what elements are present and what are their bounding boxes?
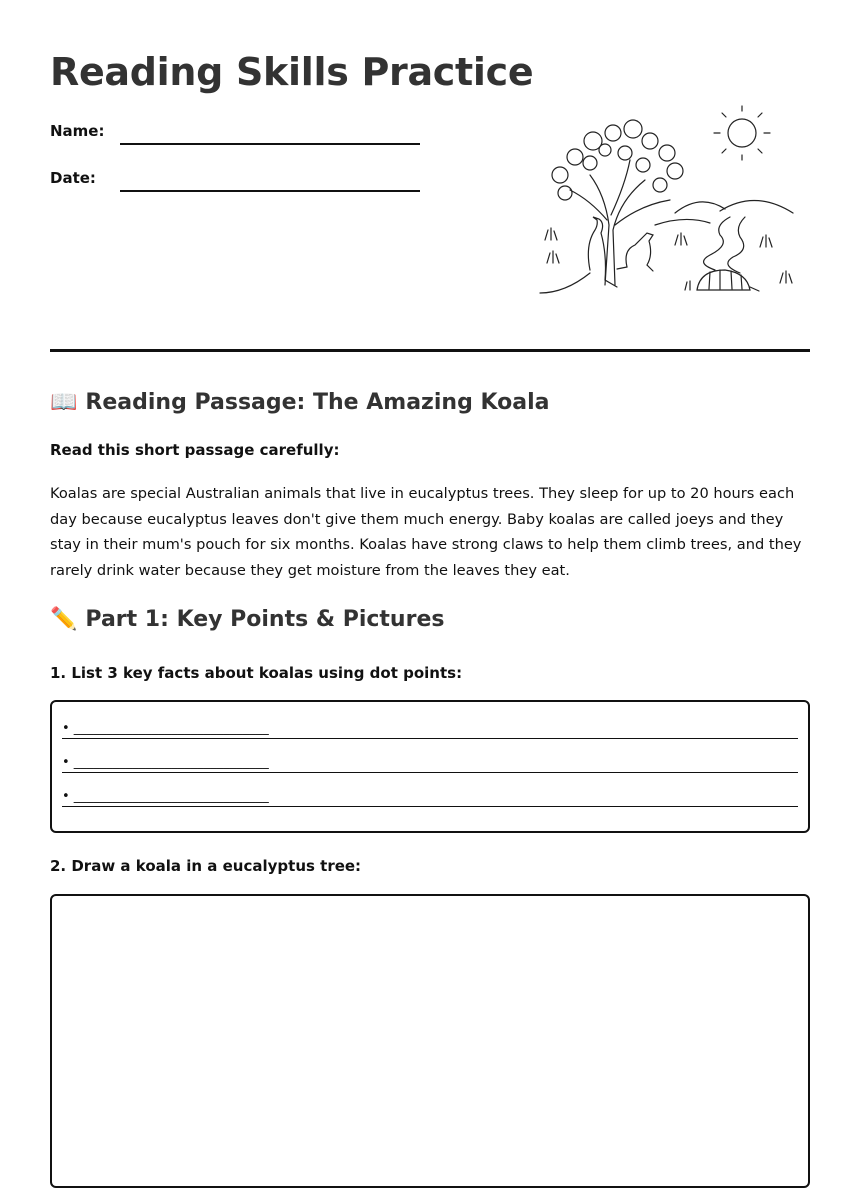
pencil-icon: ✏️ (50, 607, 78, 632)
australian-landscape-illustration (535, 105, 800, 300)
fact-line-1[interactable]: • ______________________________ (62, 716, 798, 739)
fact-line-3[interactable]: • ______________________________ (62, 784, 798, 807)
fact-line-2[interactable]: • ______________________________ (62, 750, 798, 773)
passage-text: Koalas are special Australian animals that live in eucalyptus trees. They sleep for up to 20 hours each day because eucalyptus leaves don't give them much energy. Baby koalas are called joeys and they stay in their mum's pouch for six months. Koalas have strong claws to help them climb trees, and they rarely drink water because they get moisture from the leaves they eat. (50, 485, 802, 579)
key-facts-answer-box[interactable] (50, 700, 810, 833)
page-title: Reading Skills Practice (50, 50, 534, 94)
question-1: 1. List 3 key facts about koalas using dot points: (50, 664, 463, 682)
river-icon (704, 217, 745, 273)
name-label: Name: (50, 122, 105, 140)
armadillo-icon (697, 270, 759, 291)
passage-heading (50, 390, 549, 415)
part1-heading (50, 607, 444, 632)
grass-icon (545, 228, 792, 290)
date-line[interactable] (120, 190, 420, 192)
drawing-box[interactable] (50, 894, 810, 1188)
passage-heading-text: Reading Passage: The Amazing Koala (85, 390, 550, 415)
open-book-icon: 📖 (50, 390, 78, 415)
sun-icon (714, 106, 770, 160)
part1-heading-text: Part 1: Key Points & Pictures (85, 607, 445, 632)
eucalyptus-tree-icon (552, 120, 683, 285)
name-line[interactable] (120, 143, 420, 145)
question-2: 2. Draw a koala in a eucalyptus tree: (50, 857, 362, 875)
date-label: Date: (50, 169, 96, 187)
header-divider (50, 349, 810, 352)
passage-instruction: Read this short passage carefully: (50, 441, 340, 459)
